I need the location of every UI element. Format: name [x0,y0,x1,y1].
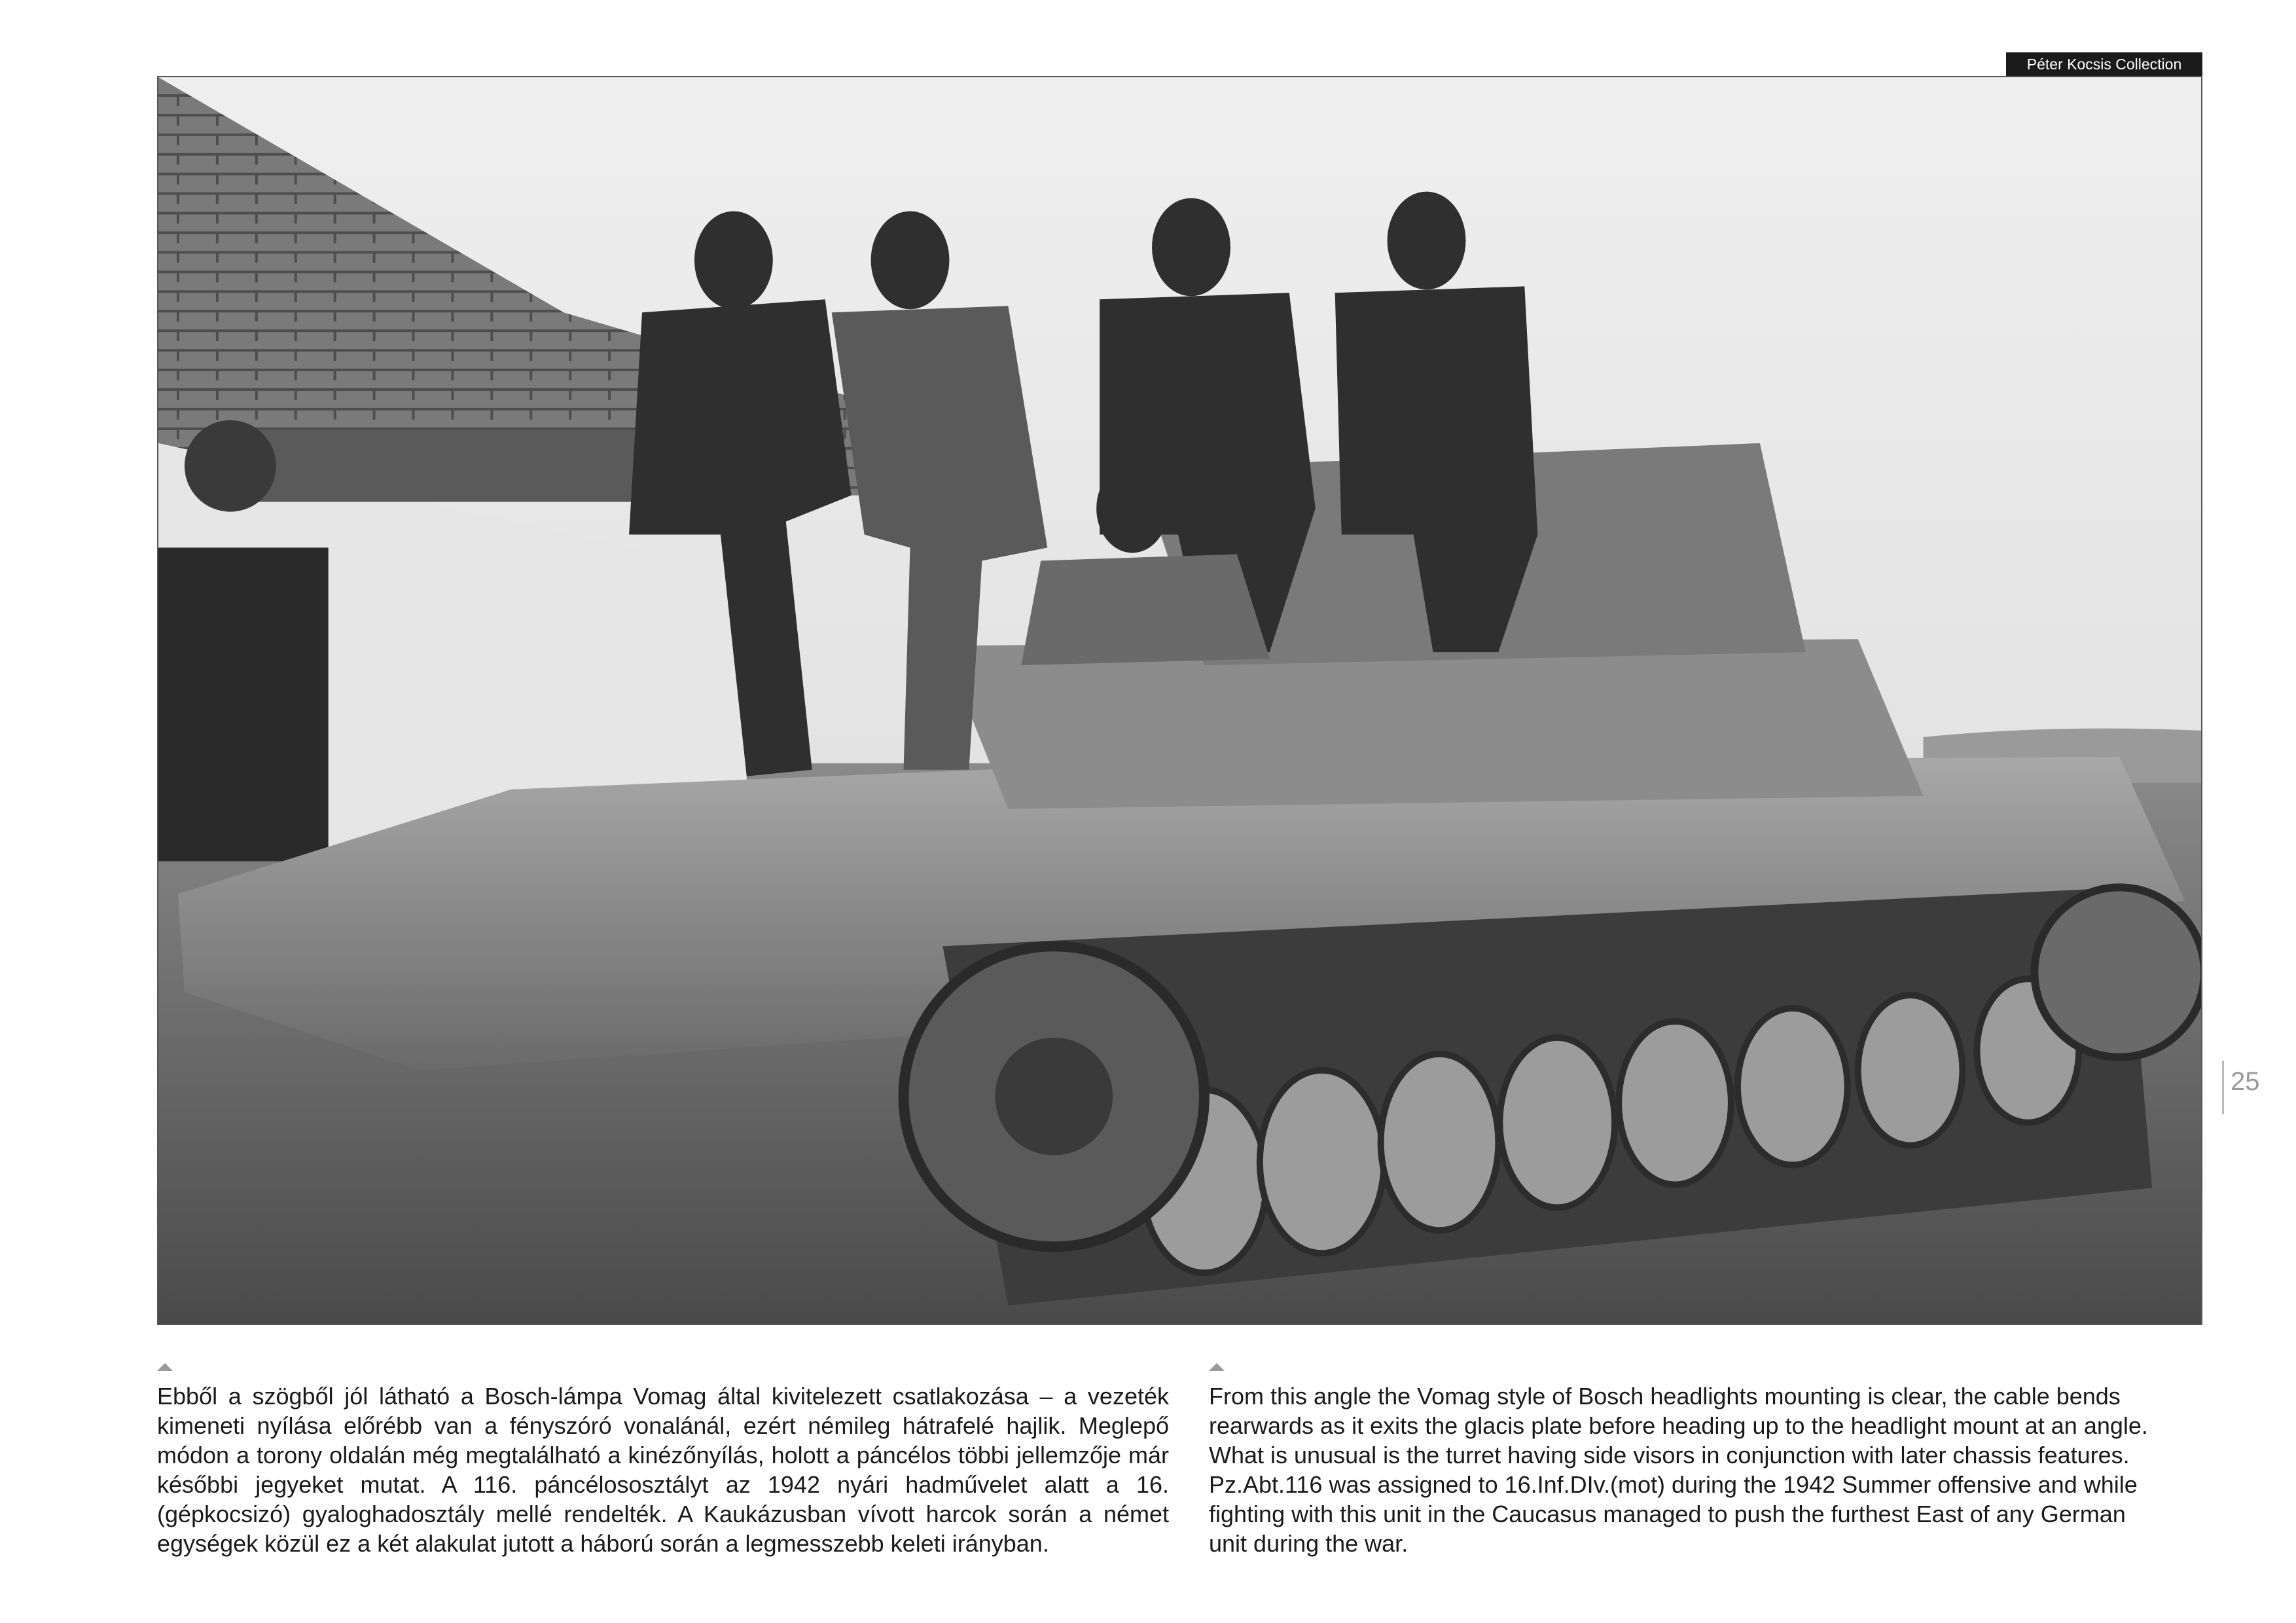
tank-crew-photo-icon [158,77,2201,1324]
page-number-rule [2222,1061,2224,1114]
photo-credit: Péter Kocsis Collection [2006,52,2202,76]
caption-english-line: What is unusual is the turret having side visors in conjunction with later chassis features. [1209,1442,2130,1468]
caption-marker-en [1209,1363,1225,1371]
page-number: 25 [2231,1067,2260,1096]
caption-english-line: Pz.Abt.116 was assigned to 16.Inf.DIv.(mot) during the 1942 Summer offensive and while [1209,1471,2138,1498]
caption-marker-hu [157,1363,173,1371]
caption-hungarian-text: Ebből a szögből jól látható a Bosch-lámpa Vomag által kivitelezett csatlakozása – a vezeték kimeneti nyílása előrébb van a fényszóró vonalánál, ezért némileg hátrafelé hajlik. Meglepő módon a torony oldalán még megtalálható a kinézőnyílás, holott a páncélos többi jellemzője már későbbi jegyeket mutat. A 116. páncélososztályt az 1942 nyári hadművelet alatt a 16. (gépkocsizó) gyaloghadosztály mellé rendelték. A Kaukázusban vívott harcok során a német egységek közül ez a két alakulat jutott a háború során a legmesszebb keleti irányban. [157,1383,1169,1557]
caption-english-line: unit during the war. [1209,1530,1408,1557]
caption-english-line: From this angle the Vomag style of Bosch headlights mounting is clear, the cable bends [1209,1383,2121,1410]
caption-english-line: fighting with this unit in the Caucasus managed to push the furthest East of any German [1209,1501,2126,1527]
caption-hungarian [157,1381,1169,1558]
caption-english-line: rearwards as it exits the glacis plate before heading up to the headlight mount at an angle. [1209,1412,2148,1439]
caption-english [1209,1381,2202,1558]
tank-crew-photo [157,76,2202,1325]
